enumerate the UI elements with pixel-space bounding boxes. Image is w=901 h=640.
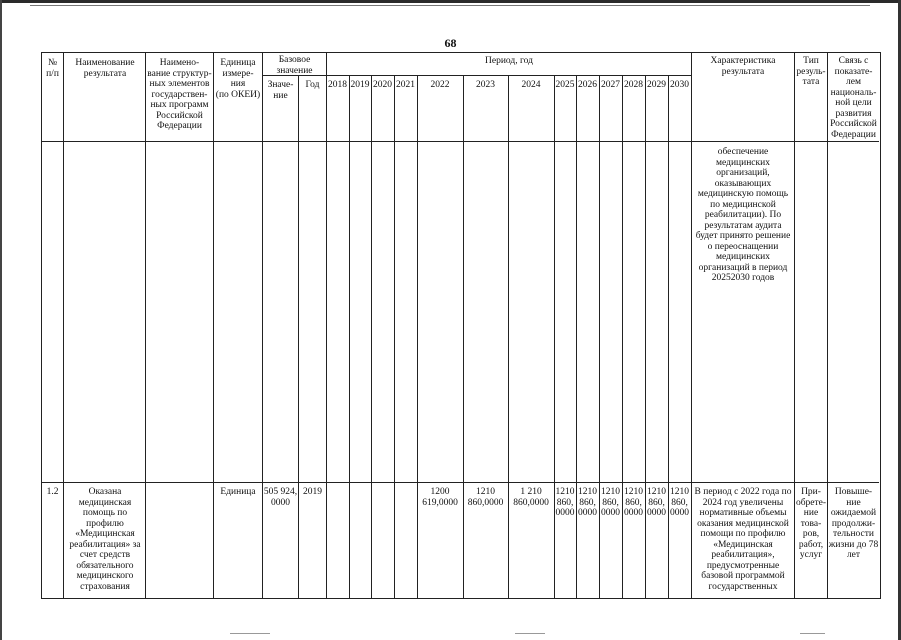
row2-result-type: При- обрете- ние това- ров, работ, услуг: [795, 487, 827, 560]
header-structural-element: Наимено- вание структур- ных элементов государствен- ных программ Российской Федерации: [147, 58, 212, 131]
header-base-year: Год: [305, 80, 320, 90]
col-divider: [576, 75, 577, 598]
year-header: 2023: [476, 80, 495, 90]
col-divider: [371, 75, 372, 598]
col-divider: [645, 75, 646, 598]
year-header: 2027: [601, 80, 620, 90]
row2-value-2024: 1 210 860,0000: [513, 487, 549, 508]
col-divider: [145, 52, 146, 598]
row2-characteristic: В период с 2022 года по 2024 год увеличены нормативные объемы оказания медицинской помощи по профилю «Медицинская реабилитация», предусмотренные базовой программой государственных: [694, 487, 792, 592]
col-divider: [508, 75, 509, 598]
header-period: Период, год: [485, 56, 533, 66]
col-divider: [262, 52, 263, 598]
row2-base-year: 2019: [303, 487, 322, 497]
row1-characteristic: обеспечение медицинских организаций, оказывающих медицинскую помощь по медицинской реабилитации). По результатам аудита будет принято решение о переоснащении медицинских организаций в период 20252030 годов: [695, 147, 791, 283]
scan-edge-line: [30, 5, 870, 6]
col-divider: [298, 75, 299, 598]
scan-edge-top: [0, 0, 901, 3]
year-header: 2019: [350, 80, 370, 90]
row2-base-value: 505 924, 0000: [263, 487, 298, 508]
year-header: 2018: [328, 80, 347, 90]
row2-link: Повыше- ние ожидаемой продолжи- тельности жизни до 78 лет: [828, 487, 879, 560]
header-unit: Единица измере- ния (по ОКЕИ): [215, 58, 261, 100]
row-divider: [326, 75, 691, 76]
row2-value-2023: 1210 860,0000: [467, 487, 504, 508]
header-base-value-sub: Значе- ние: [267, 80, 294, 101]
header-result-type: Тип резуль- тата: [796, 56, 826, 87]
col-divider: [417, 75, 418, 598]
year-header: 2022: [430, 80, 450, 90]
col-divider: [599, 75, 600, 598]
col-divider: [394, 75, 395, 598]
row-divider: [41, 141, 879, 142]
page-number: 68: [444, 36, 457, 50]
row2-no: 1.2: [46, 487, 59, 497]
scan-mark: [515, 633, 545, 634]
col-divider: [463, 75, 464, 598]
year-header: 2024: [521, 80, 541, 90]
row2-value-2022: 1200 619,0000: [422, 487, 458, 508]
row2-unit: Единица: [220, 487, 256, 497]
col-divider: [668, 75, 669, 598]
year-header: 2028: [624, 80, 643, 90]
col-divider: [691, 52, 692, 598]
row2-value-2027: 1210 860, 0000: [601, 487, 620, 518]
header-result-name: Наименование результата: [75, 58, 135, 79]
col-divider: [554, 75, 555, 598]
header-link: Связь с показате- лем националь- ной цели развития Российской Федерации: [830, 56, 877, 140]
header-base-value: Базовое значение: [276, 55, 313, 76]
row2-value-2030: 1210 860, 0000: [670, 487, 689, 518]
header-no: № п/п: [46, 58, 59, 79]
row2-value-2026: 1210 860, 0000: [578, 487, 597, 518]
year-header: 2030: [670, 80, 689, 90]
row2-value-2029: 1210 860, 0000: [647, 487, 666, 518]
col-divider: [622, 75, 623, 598]
row2-result-name: Оказана медицинская помощь по профилю «Медицинская реабилитация» за счет средств обязательного медицинского страхования: [69, 487, 141, 592]
col-divider: [63, 52, 64, 598]
header-characteristic: Характеристика результата: [710, 56, 776, 77]
year-header: 2021: [396, 80, 415, 90]
scan-mark: [230, 633, 270, 634]
year-header: 2029: [647, 80, 666, 90]
year-header: 2026: [578, 80, 597, 90]
row2-value-2025: 1210 860, 0000: [555, 487, 575, 518]
col-divider: [326, 52, 327, 598]
row-divider: [41, 482, 879, 483]
year-header: 2020: [373, 80, 392, 90]
scan-edge-left: [0, 0, 2, 640]
row2-value-2028: 1210 860, 0000: [624, 487, 643, 518]
col-divider: [213, 52, 214, 598]
col-divider: [349, 75, 350, 598]
year-header: 2025: [555, 80, 575, 90]
scan-mark: [800, 633, 825, 634]
